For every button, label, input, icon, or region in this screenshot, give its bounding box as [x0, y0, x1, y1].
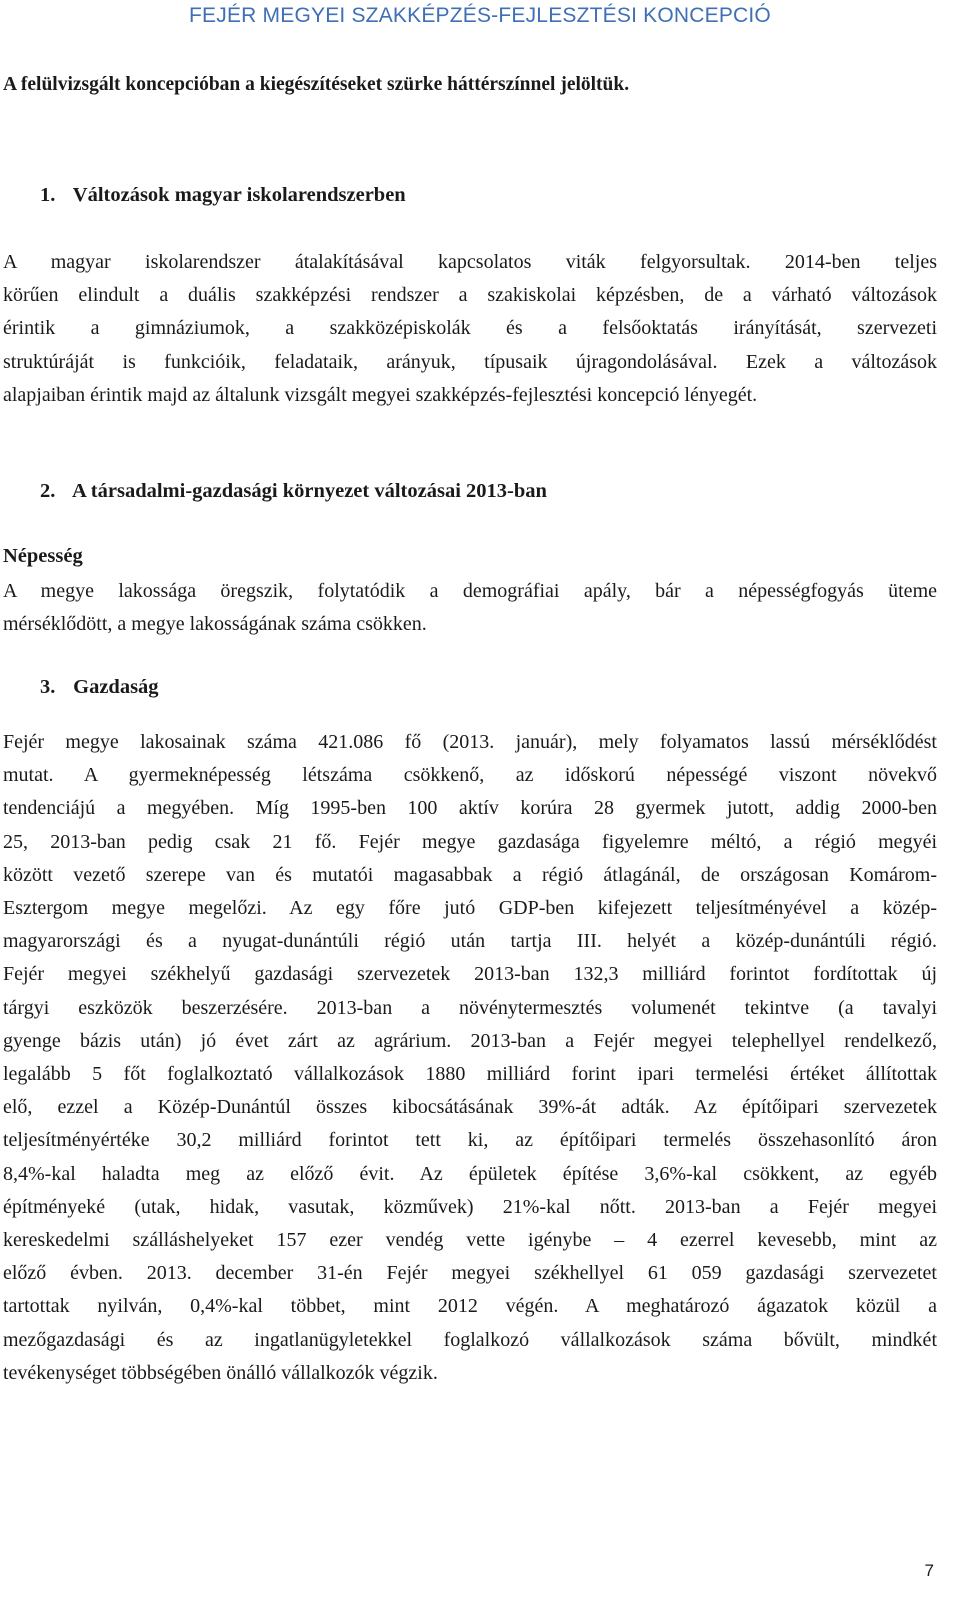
section-number: 1. — [40, 184, 56, 206]
section-title: A társadalmi-gazdasági környezet változásai 2013-ban — [72, 480, 547, 502]
section-title: Változások magyar iskolarendszerben — [72, 184, 406, 206]
paragraph-line: A megye lakossága öregszik, folytatódik a demográfiai apály, bár a népességfogyás üteme — [3, 580, 937, 602]
paragraph-line: 25, 2013-ban pedig csak 21 fő. Fejér megye gazdasága figyelemre méltó, a régió megyéi — [3, 830, 937, 853]
paragraph-line: tendenciájú a megyében. Míg 1995-ben 100 aktív korúra 28 gyermek jutott, addig 2000-ben — [3, 797, 937, 820]
section-title: Gazdaság — [73, 676, 159, 698]
paragraph-line: Fejér megyei székhelyű gazdasági szervezetek 2013-ban 132,3 milliárd forintot fordítottak új — [3, 963, 937, 986]
section-2-paragraph — [3, 575, 937, 641]
paragraph-line: építményeké (utak, hidak, vasutak, közművek) 21%-kal nőtt. 2013-ban a Fejér megyei — [3, 1195, 937, 1218]
paragraph-line: struktúráját is funkcióik, feladataik, arányuk, típusaik újragondolásával. Ezek a változások — [3, 350, 937, 373]
section-3-paragraph — [3, 726, 937, 1390]
paragraph-line: 8,4%-kal haladta meg az előző évit. Az épületek építése 3,6%-kal csökkent, az egyéb — [3, 1162, 937, 1185]
section-1-paragraph — [3, 246, 937, 412]
paragraph-line: alapjaiban érintik majd az általunk vizsgált megyei szakképzés-fejlesztési koncepció lényegét. — [3, 383, 758, 406]
subheading-nepesseg: Népesség — [3, 545, 83, 567]
paragraph-line: Esztergom megye megelőzi. Az egy főre jutó GDP-ben kifejezett teljesítményével a közép- — [3, 897, 937, 920]
paragraph-line: között vezető szerepe van és mutatói magasabbak a régió átlagánál, de országosan Komárom- — [3, 863, 937, 886]
paragraph-line: mérséklődött, a megye lakosságának száma csökken. — [3, 613, 427, 636]
revision-notice: A felülvizsgált koncepcióban a kiegészítéseket szürke háttérszínnel jelöltük. — [3, 74, 630, 95]
section-heading-3 — [40, 676, 159, 699]
page-number: 7 — [924, 1561, 934, 1580]
paragraph-line: Fejér megye lakosainak száma 421.086 fő (2013. január), mely folyamatos lassú mérséklődést — [3, 731, 937, 753]
section-heading-2 — [40, 480, 547, 503]
paragraph-line: magyarországi és a nyugat-dunántúli régió után tartja III. helyét a közép-dunántúli régió. — [3, 930, 937, 953]
paragraph-line: A magyar iskolarendszer átalakításával kapcsolatos viták felgyorsultak. 2014-ben teljes — [3, 251, 937, 273]
paragraph-line: mutat. A gyermeknépesség létszáma csökkenő, az időskorú népességé viszont növekvő — [3, 764, 937, 787]
section-heading-1 — [40, 184, 406, 207]
paragraph-line: körűen elindult a duális szakképzési rendszer a szakiskolai képzésben, de a várható változások — [3, 284, 937, 307]
section-number: 2. — [40, 480, 56, 502]
paragraph-line: mezőgazdasági és az ingatlanügyletekkel foglalkozó vállalkozások száma bővült, mindkét — [3, 1328, 937, 1351]
running-header: FEJÉR MEGYEI SZAKKÉPZÉS-FEJLESZTÉSI KONCEPCIÓ — [189, 4, 771, 27]
paragraph-line: elő, ezzel a Közép-Dunántúl összes kibocsátásának 39%-át adták. Az építőipari szervezetek — [3, 1096, 937, 1119]
paragraph-line: tevékenységet többségében önálló vállalkozók végzik. — [3, 1361, 438, 1384]
paragraph-line: tárgyi eszközök beszerzésére. 2013-ban a növénytermesztés volumenét tekintve (a tavalyi — [3, 996, 937, 1019]
section-number: 3. — [40, 676, 56, 698]
paragraph-line: érintik a gimnáziumok, a szakközépiskolák és a felsőoktatás irányítását, szervezeti — [3, 317, 937, 340]
paragraph-line: tartottak nyilván, 0,4%-kal többet, mint 2012 végén. A meghatározó ágazatok közül a — [3, 1295, 937, 1318]
paragraph-line: gyenge bázis után) jó évet zárt az agrárium. 2013-ban a Fejér megyei telephellyel rendelkező, — [3, 1029, 937, 1052]
paragraph-line: előző évben. 2013. december 31-én Fejér megyei székhellyel 61 059 gazdasági szervezetet — [3, 1262, 937, 1285]
paragraph-line: legalább 5 főt foglalkoztató vállalkozások 1880 milliárd forint ipari termelési értéket állítottak — [3, 1063, 937, 1086]
paragraph-line: kereskedelmi szálláshelyeket 157 ezer vendég vette igénybe – 4 ezerrel kevesebb, mint az — [3, 1229, 937, 1252]
paragraph-line: teljesítményértéke 30,2 milliárd forintot tett ki, az építőipari termelés összehasonlító áron — [3, 1129, 937, 1152]
